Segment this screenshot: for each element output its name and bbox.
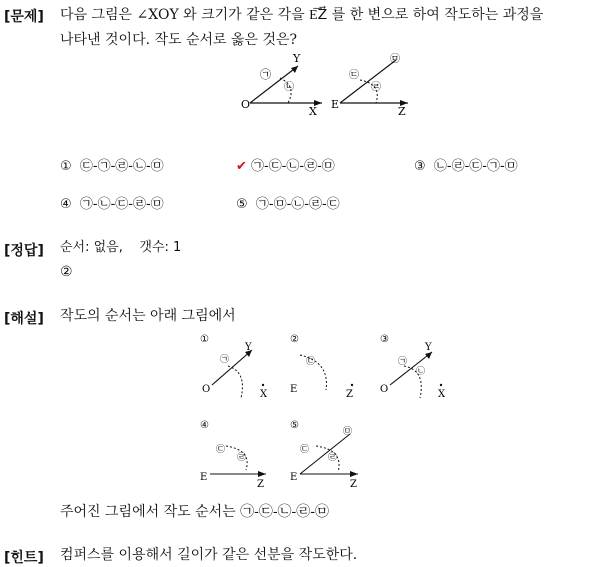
check-icon: ✔ [236,159,247,174]
choice-2-text: ㉠-㉢-㉡-㉣-㉤ [251,159,335,174]
point-x-label: X [309,105,317,118]
mark-4: ㉣ [371,82,381,93]
choice-4-text: ㉠-㉡-㉢-㉣-㉤ [79,197,164,212]
choice-5-num: ⑤ [236,197,248,212]
problem-line-2: 나타낸 것이다. 작도 순서로 옳은 것은? [60,32,298,48]
svg-text:㉣: ㉣ [328,453,338,463]
vertex-o-label: O [241,98,251,111]
point-y-label: Y [293,52,301,65]
svg-text:Z: Z [257,479,264,490]
svg-text:E: E [290,384,298,395]
point-e-label: E [331,98,340,111]
svg-text:㉢: ㉢ [216,445,226,455]
answer-line-2: ② [60,264,73,280]
svg-text:㉠: ㉠ [220,355,230,365]
choice-1-text: ㉢-㉠-㉣-㉡-㉤ [79,159,164,174]
svg-text:X: X [260,389,268,400]
point-z-label: Z [398,105,406,118]
explanation-label: [해설] [4,311,44,327]
explanation-line-2: 주어진 그림에서 작도 순서는 ㉠-㉢-㉡-㉣-㉤ [60,504,330,520]
problem-label: [문제] [4,9,44,25]
svg-text:Z: Z [346,389,353,400]
mark-2: ㉡ [284,82,294,93]
svg-text:E: E [290,472,298,483]
svg-text:㉣: ㉣ [237,453,247,463]
svg-text:E: E [200,472,208,483]
explanation-line-1: 작도의 순서는 아래 그림에서 [60,308,236,324]
answer-line-1: 순서: 없음, 갯수: 1 [60,240,182,255]
svg-text:Z: Z [350,479,357,490]
choice-3-num: ③ [414,159,426,174]
step-3-label: ③ [380,334,389,345]
choice-3-text: ㉡-㉣-㉢-㉠-㉤ [433,159,518,174]
mark-1: ㉠ [260,68,271,81]
step-1-label: ① [200,334,209,345]
svg-text:O: O [202,384,211,395]
step-4-label: ④ [200,420,209,431]
svg-text:㉤: ㉤ [343,427,353,437]
problem-line-1: 다음 그림은 ∠XOY 와 크기가 같은 각을 E͞Z⃗ 를 한 변으로 하여 작도하는 과정을 [60,7,544,23]
choice-4-num: ④ [60,197,72,212]
answer-label: [정답] [4,243,44,259]
choice-5-text: ㉠-㉤-㉡-㉣-㉢ [255,197,340,212]
mark-3: ㉢ [349,70,359,81]
svg-text:X: X [438,389,446,400]
mark-5: ㉤ [390,54,400,65]
svg-text:Y: Y [245,342,252,353]
choice-1-num: ① [60,159,72,174]
hint-text: 컴퍼스를 이용해서 길이가 같은 선분을 작도한다. [60,547,358,563]
svg-text:Y: Y [425,342,432,353]
hint-label: [힌트] [4,550,44,566]
step-5-label: ⑤ [290,420,299,431]
svg-text:㉠: ㉠ [398,357,408,367]
svg-text:㉢: ㉢ [306,357,316,367]
svg-text:㉡: ㉡ [416,367,426,377]
svg-text:㉢: ㉢ [300,445,310,455]
step-2-label: ② [290,334,299,345]
svg-text:O: O [380,384,389,395]
